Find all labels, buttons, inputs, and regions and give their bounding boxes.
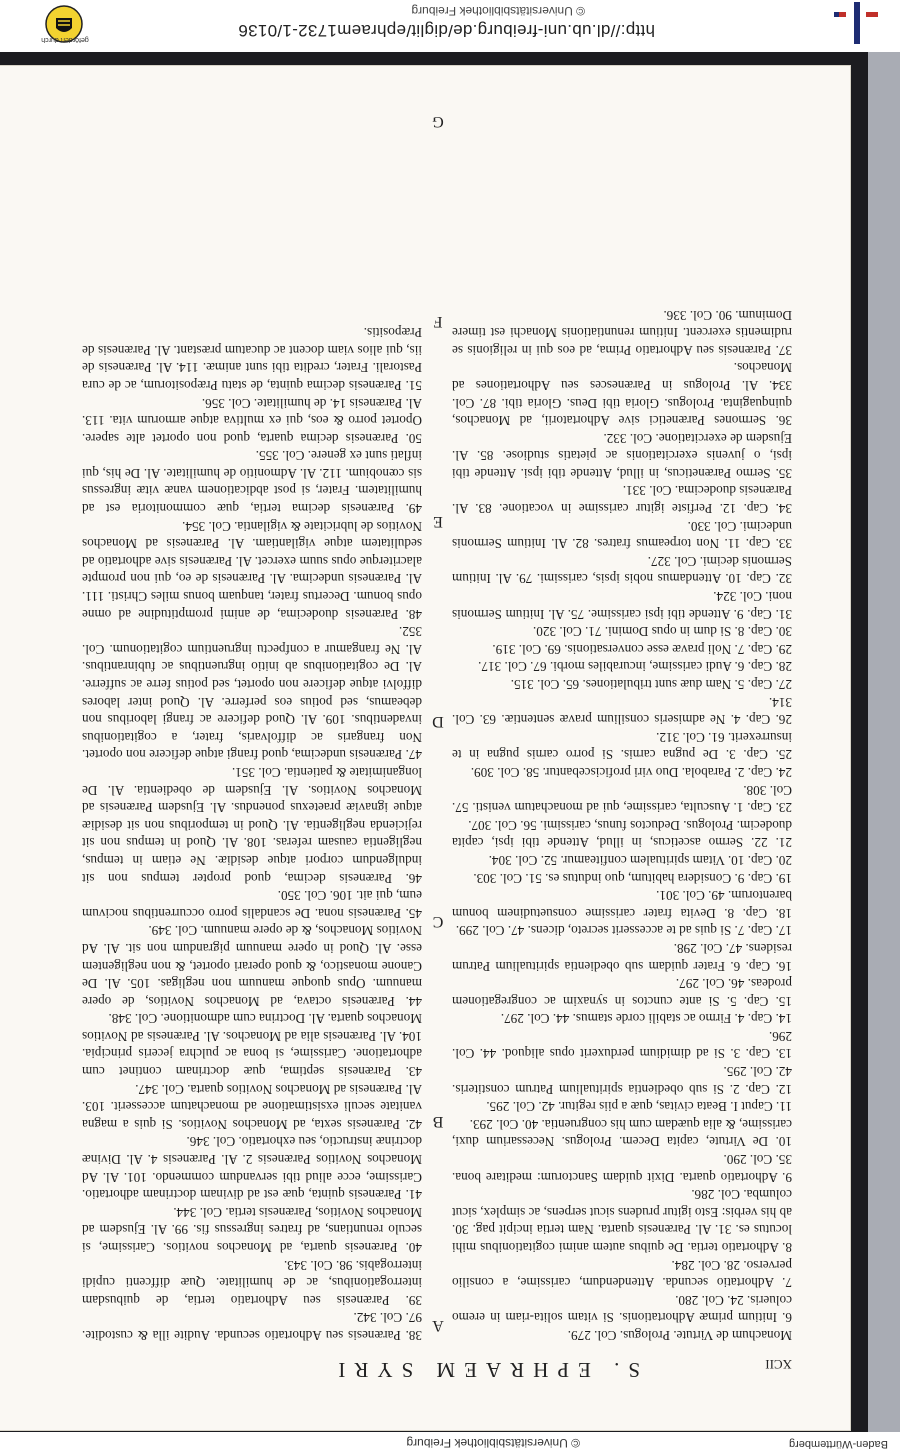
index-entry: 50. Parænesis decima quarta, quod non oportet alte sapere. Oportet porro & eos, qui ex multiva atque armorum vita. 113. Al. Parænesis 14. de humilitate. Col. 356.	[82, 395, 422, 446]
index-entry: 23. Cap. 1. Ausculta, carissime, qui ad monachatum venisti. 57. Col. 308.	[452, 782, 792, 816]
running-title: S. EPHRAEM SYRI	[329, 1358, 640, 1382]
right-column	[82, 324, 422, 1344]
index-entry: Monachum de Virtute. Prologus. Col. 279.	[567, 1328, 792, 1343]
index-entry: 44. Parænesis octava, ad Monachos Novitios, de opere manuum. Opus quoque manuum non negligas. 105. Al. De Canone monastico, & quod operari oportet, & non negligentem esse. Al. Quod in opere manuum pigrandum non sit. Al. Ad Novitios Monachos, & de opere manuum. Col. 349.	[82, 923, 422, 1009]
index-entry: 10. De Virtute, capita Decem. Prologus. Necessarium duxi, carissime, & alia quædam cum his congruentia. 40. Col. 293.	[452, 1116, 792, 1150]
index-entry: 46. Parænesis decima, quod propter tempus non sit indulgendum corpori atque desidiæ. Ne etiam in tempus, negligentia causam referas. 108. Al. Quod in tempus non sit rejicienda negligentia. Al. Quod in temporibus non sit desidiæ atque ignaviæ praetexus ponendus. Al. Ejusdem Parænesis ad Monachos Novitios. Al. Ejusdem de obedientia. Al. De longanimitate & patientia. Col. 351.	[82, 765, 422, 886]
index-entry: 11. Caput I. Beata civitas, quæ a piis regitur. 42. Col. 295.	[486, 1099, 792, 1115]
index-entry: 26. Cap. 4. Ne admiseris consilium pravæ sententiæ. 63. Col. 314.	[452, 694, 792, 728]
index-entry: 37. Parænesis seu Adhortatio Prima, ad eos qui in religionis se rudimentis exercent. Initium renuntiationis Monachi est timere Dominum. 90. Col. 336.	[452, 307, 792, 358]
index-entry: 13. Cap. 3. Si ad dimidium perduxerit opus aliquod. 44. Col. 296.	[452, 1028, 792, 1062]
index-entry: 49. Parænesis decima tertia, quæ commonitoria est ad humilitatem. Frater, si post abdicationem vanæ vitæ ingressus sis cœnobium. 112. Al. Admonitio de humilitate. Al. De his, qui inflati sunt ex genere. Col. 355.	[82, 448, 422, 517]
university-logo-icon	[832, 2, 882, 46]
margin-letter: G	[432, 113, 444, 130]
margin-letter: B	[432, 1113, 444, 1130]
index-entry: 35. Sermo Paræneticus, in illud, Attende tibi ipsi. Attende tibi ipsi, o juvenis exercitationis ac pietatis studiose. 85. Al. Ejusdem de exercitatione. Col. 332.	[452, 430, 792, 481]
index-entry: 51. Parænesis decima quinta, de statu Præpositorum, ac de cura Pastorali. Frater, credita tibi sunt animæ. 114. Al. Parænesis de iis, qui alios viam docent ac ducatum præstant. Al. Parænesis de Præpositis.	[82, 325, 422, 393]
footer-region-label: Baden-Württemberg	[788, 1438, 888, 1450]
index-entry: 6. Initium primæ Adhortationis. Si vitam solita-riam in eremo colueris. 24. Col. 280.	[452, 1292, 792, 1326]
margin-letter: D	[432, 713, 444, 730]
index-entry: 42. Parænesis sexta, ad Monachos Novitios. Si quis a magna vanitate seculi exsistimatione ad monachatum accesserit. 103. Al. Parænesis ad Monachos Novitios quarta. Col. 347.	[82, 1081, 422, 1132]
index-entry: 24. Cap. 2. Parabola. Duo viri proficiscebantur. 58. Col. 309.	[470, 765, 792, 780]
index-entry: 45. Parænesis nona. De scandalis porro occurrentibus nocivum eum, qui ait. 106. Col. 350.	[82, 888, 422, 921]
index-entry: 39. Parænesis seu Adhortatio tertia, de quibusdam interrogationibus, ac de humilitate. Quæ diffcenti cupidi interrogabis. 98. Col. 343.	[82, 1257, 422, 1308]
index-entry: 14. Cap. 4. Firmo ac stabili corde stamus. 44. Col. 297.	[500, 1011, 792, 1027]
funder-label: gefördert durch	[41, 36, 89, 43]
index-entry: 30. Cap. 8. Si dum in opus Domini. 71. Col. 320.	[532, 624, 792, 640]
index-entry: 16. Cap. 6. Frater quidam sub obedientia spiritualium Patrum residens. 47. Col. 298.	[452, 940, 792, 974]
index-entry: 17. Cap. 7. Si quis ad te accesserit secreto, dicens. 47. Col. 299.	[455, 923, 792, 939]
margin-letter: F	[433, 313, 443, 330]
index-entry: 31. Cap. 9. Attende tibi ipsi carissime. 75. Al. Initium Sermonis noni. Col. 324.	[452, 589, 792, 622]
page-content	[0, 66, 850, 1430]
scanner-edge	[868, 52, 900, 1432]
index-entry: 47. Parænesis undecima, quod frangi atque deficere non oportet. Non frangaris ac diffolvaris, frater, a cogitationibus invadentibus. 109. Al. Quod deficere ac frangi laboribus non debeamus, sed potius eos perferre. Al. Quod inter labores diffolvi atque deficere non oportet, sed potius ferre ac sufferre. Al. De cogitationibus ab initio ingruentibus ac fubinrantibus. Al. Ne frangamur a confpectu ingruentium cogitationum. Col. 352.	[82, 624, 422, 763]
index-entry: 32. Cap. 10. Attendamus nobis ipsis, carissimi. 79. Al. Initium Sermonis decimi. Col. 327.	[452, 553, 792, 587]
viewer-url-block	[0, 0, 900, 52]
index-entry: 9. Adhortatio quarta. Dixit quidam Sanctorum: meditare bona. 35. Col. 290.	[452, 1152, 792, 1185]
viewer-footer-inner	[0, 1432, 900, 1453]
viewer-header	[0, 0, 900, 52]
left-column	[452, 306, 792, 1344]
margin-letter: C	[432, 913, 444, 930]
margin-letter: A	[432, 1317, 444, 1334]
index-entry: 29. Cap. 7. Noli pravæ esse conversationis. 69. Col. 319.	[492, 641, 792, 657]
index-entry: 38. Parænesis seu Adhortatio secunda. Audite illa & custodite. 97. Col. 342.	[82, 1310, 422, 1343]
index-entry: 8. Adhortatio tertia. De quibus autem animi cogitationibus mihi locutus es. 31. Al. Parænesis quarta. Nam tertia incipit pag. 30. ab his verbis: Esto igitur prudens sicut serpens, ac simplex, sicut columba. Col. 286.	[452, 1187, 792, 1256]
index-entry: 34. Cap. 12. Perfiste igitur carissime in vocatione. 83. Al. Parænesis duodecima. Col. 331.	[452, 483, 792, 517]
index-entry: 15. Cap. 5. Si ante cunctos in synaxim ac congregationem prodeas. 46. Col. 297.	[452, 976, 792, 1009]
index-entry: 36. Sermones Parænetici sive Adhortatorii, ad Monachos, quinquaginta. Prologus. Gloria tibi Deus. Gloria tibi. 87. Col. 334. Al. Prologus in Parænesces seu Adhortationes ad Monachos.	[452, 360, 792, 429]
index-entry: 19. Cap. 9. Considera habitum, quo indutus es. 51. Col. 303.	[473, 870, 792, 886]
document-url[interactable]: http://dl.ub.uni-freiburg.de/diglit/ephraem1732-1/0136	[238, 21, 655, 40]
index-entry: 43. Parænesis septima, quæ doctrinam continet cum adhortatione. Carissime, si bona ac pulchra jeceris principia. 104. Al. Parænesis alia ad Monachos. Al. Parænesis ad Novitios Monachos quarta. Al. Doctrina cum admonitione. Col. 348.	[82, 1011, 422, 1080]
page-number: XCII	[765, 1357, 792, 1372]
index-entry: 40. Parænesis quarta, ad Monachos novitios. Carissime, si seculo renuntians, ad fratres ingressus fis. 99. Al. Ejusdem ad Monachos Novitios, Parænesis tertia. Col. 344.	[82, 1204, 422, 1256]
index-entry: 12. Cap. 2. Si sub obedientia spiritualium Patrum constiteris. 42. Col. 295.	[452, 1064, 792, 1097]
index-entry: 7. Adhortatio secunda. Attendendum, carissime, a consilio perverso. 28. Col. 284.	[452, 1257, 792, 1291]
index-entry: 48. Parænesis duodecima, de animi promptitudine ad omne opus bonum. Decertus frater, tanquam bonus miles Christi. 111. Al. Parænesis undecima. Al. Parænesis de eo, qui non prompte alacriterque opus suum exercet. Al. Parænesis sive adhortatio ad sedulitatem atque vigilantiam. Al. Parænesis ad Monachos Novitios de lubricitate & vigilantia. Col. 354.	[82, 518, 422, 622]
index-entry: 18. Cap. 8. Devita frater carissime consuetudinem bonum barentorum. 49. Col. 301.	[452, 888, 792, 921]
footer-copyright: © Universitätsbibliothek Freiburg	[406, 1436, 580, 1450]
index-entry: 28. Cap. 6. Audi carissime, incurabiles morbi. 67. Col. 317.	[478, 659, 792, 675]
index-entry: 25. Cap. 3. De pugna carnis. Si porro carnis pugna in te insurrexerit. 61. Col. 312.	[452, 729, 792, 763]
index-entry: 20. Cap. 10. Vitam spiritualem confiteamur. 52. Col. 304.	[488, 852, 792, 868]
index-entry: 27. Cap. 5. Nam duæ sunt tribulationes. 65. Col. 315.	[510, 677, 792, 693]
copyright-notice: © Universitätsbibliothek Freiburg	[411, 4, 585, 18]
index-entry: 33. Cap. 11. Non torpeamus fratres. 82. Al. Initium Sermonis undecimi. Col. 330.	[452, 518, 792, 552]
scanned-page	[0, 66, 850, 1430]
index-entry: 21. 22. Sermo asceticus, in illud, Attende tibi ipsi, capita duodecim. Prologus. Deductos funus, carissimi. 56. Col. 307.	[452, 817, 792, 851]
viewer-footer	[0, 1432, 900, 1453]
margin-letter: E	[433, 513, 443, 530]
index-entry: 41. Parænesis quinta, quæ est ad divinam doctrinam adhortatio. Carissime, ecce aliud tibi servandum commendo. 101. Al. Ad Monachos Novitios Parænesis 2. Al. Parænesis 4. Al. Divinæ doctrinæ instructio, seu exhortatio. Col. 346.	[82, 1134, 422, 1203]
